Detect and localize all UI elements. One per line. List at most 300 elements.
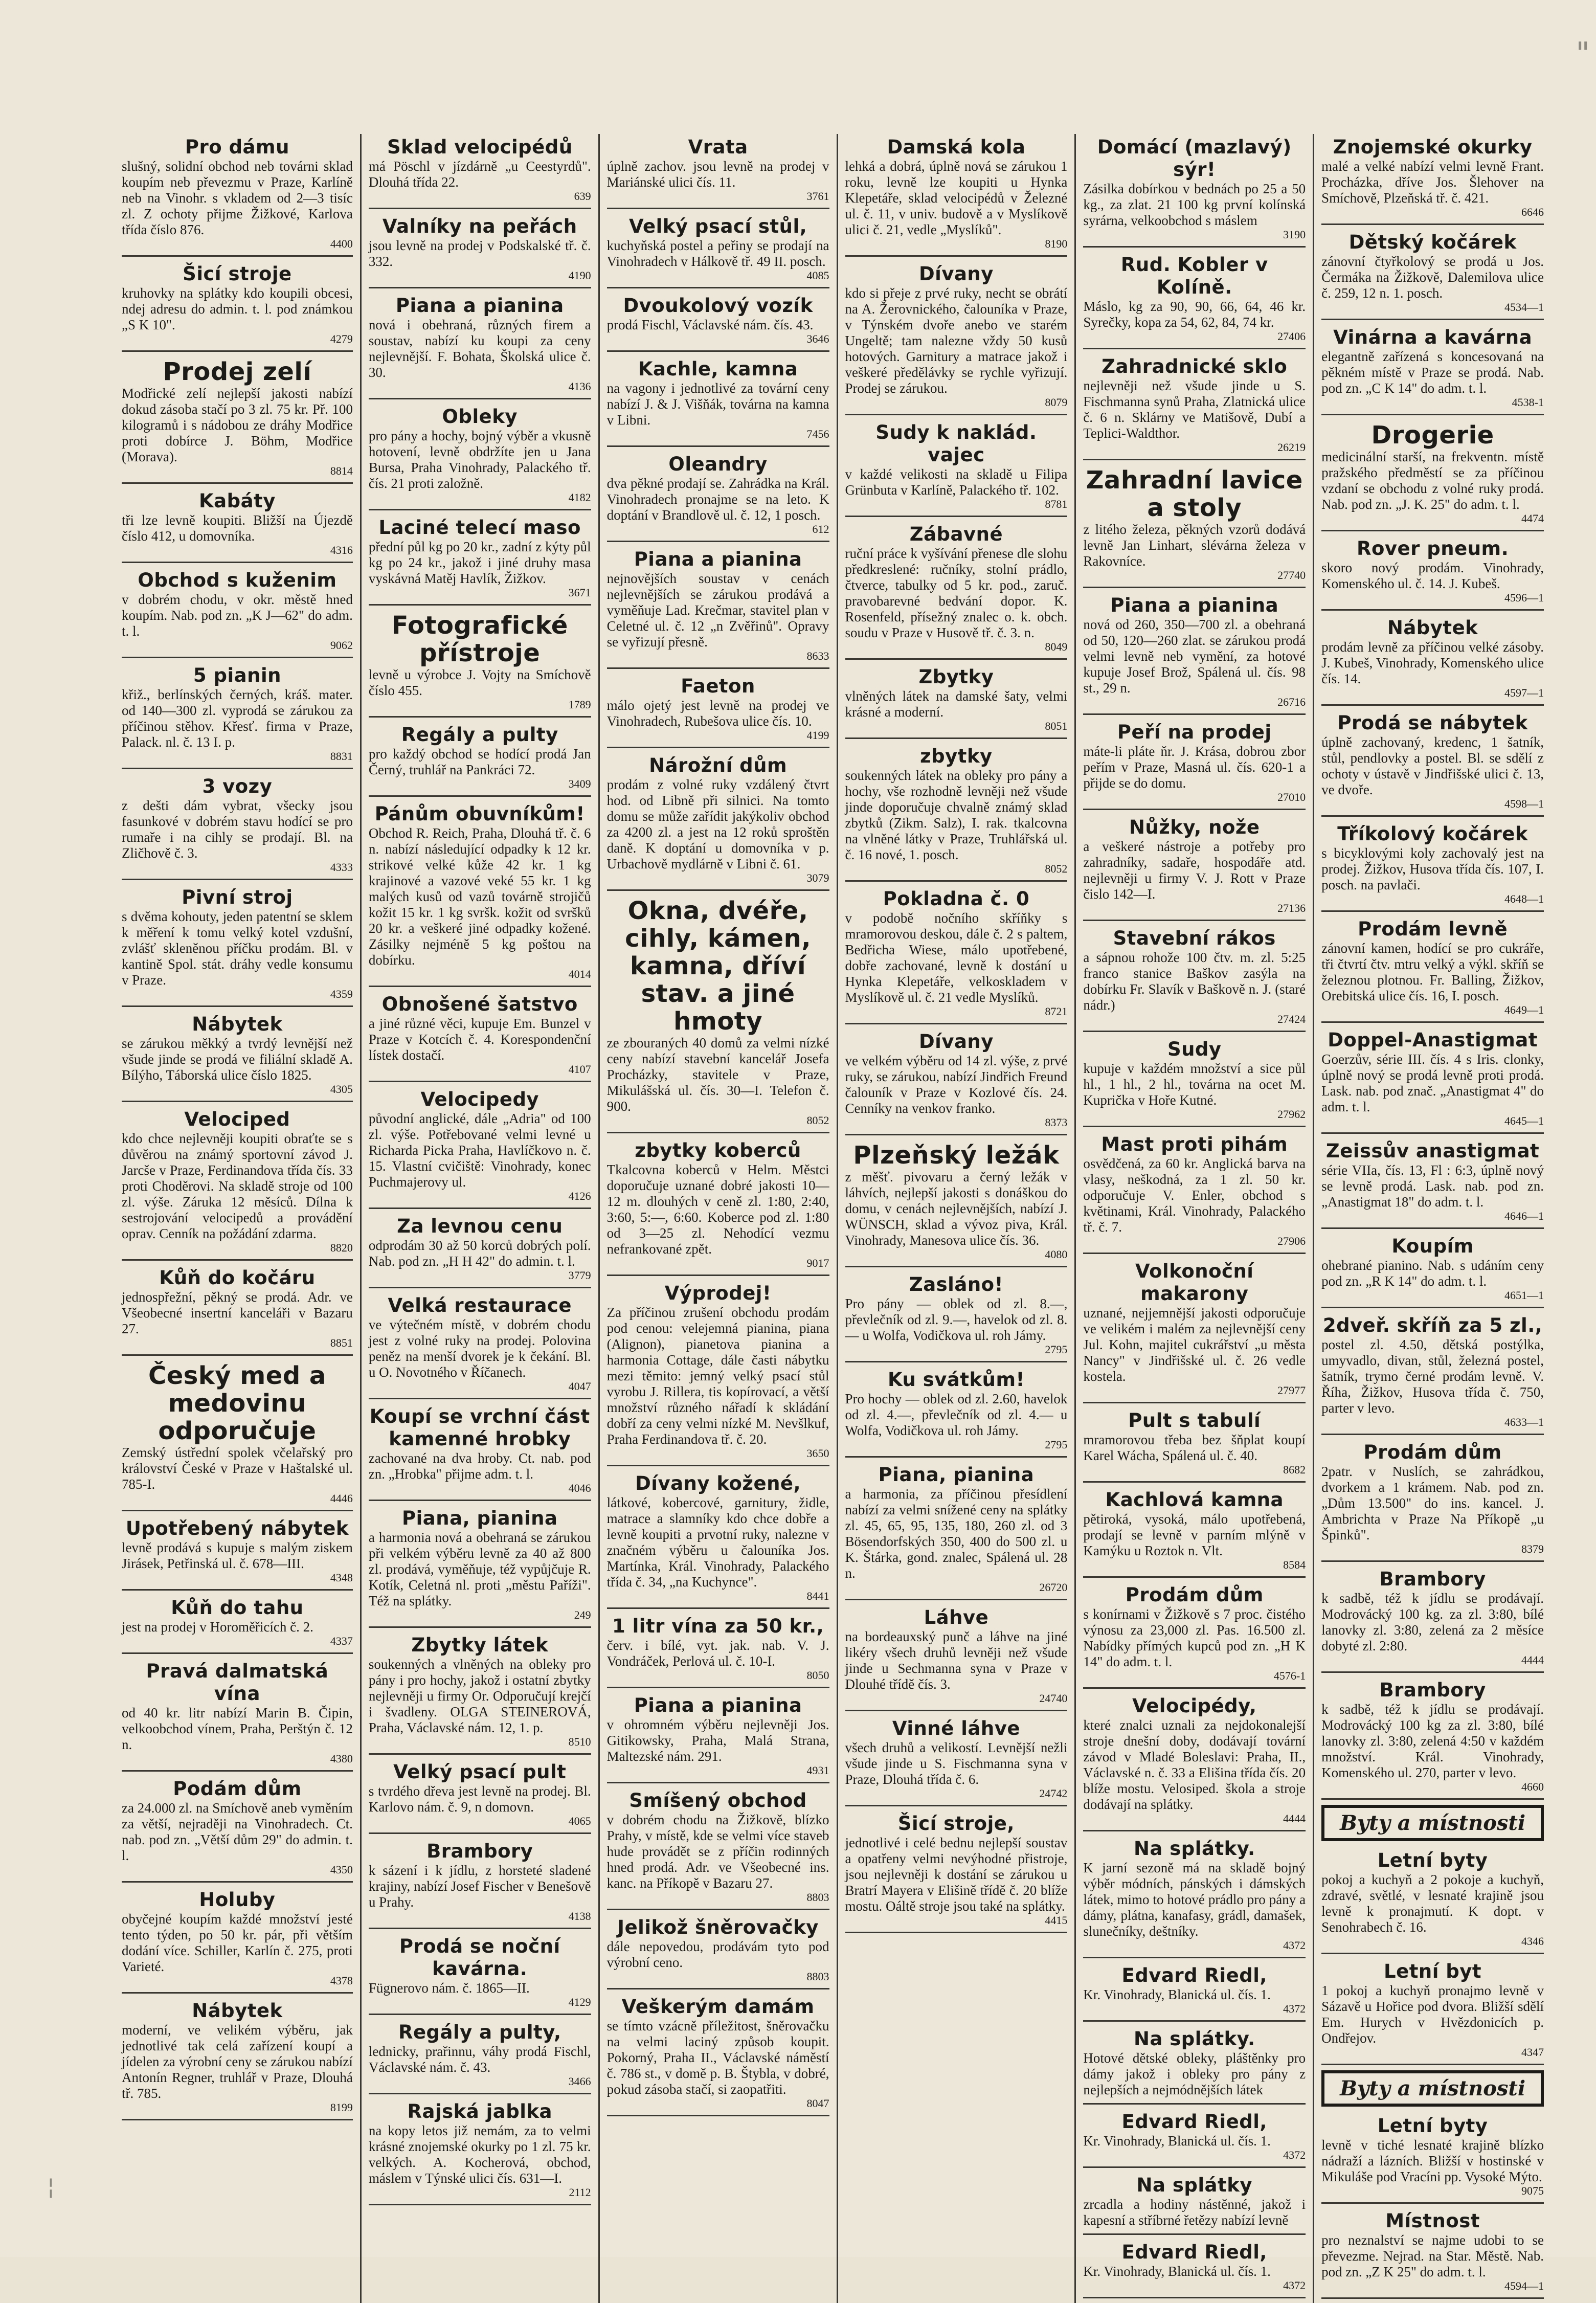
- ad-headline: Sklad velocipédů: [387, 136, 573, 158]
- ad-number: 4047: [568, 1380, 591, 1393]
- ad-headline: Prodám levně: [1358, 918, 1508, 940]
- ad-number: 4594—1: [1504, 2279, 1544, 2292]
- ad-headline: Prodá se nábytek: [1337, 712, 1528, 734]
- ad-headline: Obnošené šatstvo: [381, 993, 578, 1015]
- column-3: [598, 134, 837, 2303]
- ad-headline: Letní byt: [1384, 1960, 1482, 1982]
- ad-text: kruhovky na splátky kdo koupili obcesi, ndej adresu do admin. t. l. pod známkou „S K 10".: [122, 285, 353, 332]
- ad-number: 4372: [1283, 2002, 1306, 2015]
- ad-headline: Dívany kožené,: [635, 1472, 801, 1494]
- classified-ad: [122, 1595, 353, 1654]
- classified-ad: [1083, 1258, 1306, 1403]
- ad-headline: Prodá se noční kavárna.: [399, 1935, 560, 1980]
- ad-text: Pro hochy — oblek od zl. 2.60, havelok od zl. 4.—, převlečník od zl. 4.— u Wolfa, Vodičkova ul. roh Jámy.: [845, 1391, 1068, 1438]
- ad-text: moderní, ve velikém výběru, jak jednotlivé tak celá zařízení koupí a jídelen za výrobní ceny se zárukou nabízí Antonín Regner, truhlář v Praze, Dlouhá tř. 785.: [122, 2022, 353, 2101]
- classified-ad: [1321, 710, 1544, 817]
- ad-text: Kr. Vinohrady, Blanická ul. čís. 1.: [1083, 1987, 1271, 2002]
- ad-number: 3650: [806, 1447, 829, 1460]
- classified-ad: [1083, 1131, 1306, 1254]
- ad-number: 639: [574, 190, 591, 203]
- ad-number: 8510: [568, 1735, 591, 1748]
- ad-number: 4651—1: [1504, 1289, 1544, 1302]
- ad-number: 4660: [1521, 1780, 1544, 1793]
- classified-ad: [607, 1613, 829, 1688]
- ad-number: 4333: [330, 861, 353, 874]
- ad-number: 4444: [1283, 1812, 1306, 1825]
- ad-text: levně prodává s kupuje s malým ziskem Jirásek, Petřinská ul. č. 678—III.: [122, 1540, 353, 1571]
- classified-ad: [1321, 324, 1544, 415]
- ad-headline: Letní byty: [1377, 2115, 1488, 2137]
- classified-ad: [369, 722, 591, 797]
- classified-ad: [1321, 134, 1544, 225]
- ad-number: 612: [812, 523, 829, 535]
- classified-ad: [369, 1759, 591, 1834]
- ad-text: uznané, nejjemnější jakosti odporučuje ve velikém i malém za nejlevnější ceny Jul. Kohn, majitel cukrářství „u města Nancy" v Jindřišské ul. č. 26 vedle kostela.: [1083, 1305, 1306, 1384]
- ad-text: pro neznalství se najme udobi to se převezme. Nejrad. na Star. Městě. Nab. pod zn. „Z K 25" do adm. t. l.: [1321, 2232, 1544, 2279]
- ad-headline: Dívany: [918, 263, 994, 285]
- classified-ad: [1083, 464, 1306, 588]
- ad-headline: Kůň do kočáru: [159, 1267, 316, 1289]
- classified-ad: [122, 488, 353, 563]
- ad-text: levně u výrobce J. Vojty na Smíchově číslo 455.: [368, 667, 591, 698]
- column-1: [122, 134, 360, 2303]
- ad-number: 4633—1: [1504, 1416, 1544, 1428]
- ad-text: zánovní čtyřkolový se prodá u Jos. Čermáka na Žižkově, Dalemilova ulice č. 259, 12 n. 1. posch.: [1321, 254, 1544, 301]
- classified-ad: [1321, 1847, 1544, 1954]
- ad-headline: Piana a pianina: [634, 548, 802, 570]
- classified-ad: [122, 356, 353, 484]
- classified-ad: [1083, 814, 1306, 921]
- ad-headline: 1 litr vína za 50 kr.,: [612, 1615, 824, 1637]
- ad-headline: Upotřebený nábytek: [125, 1517, 349, 1539]
- ad-headline: zbytky koberců: [635, 1139, 801, 1161]
- ad-headline: Místnost: [1385, 2210, 1480, 2232]
- classified-ad: [845, 521, 1068, 660]
- ad-number: 3079: [806, 871, 829, 884]
- ad-text: Máslo, kg za 90, 90, 66, 64, 46 kr. Syrečky, kopa za 54, 62, 84, 74 kr.: [1083, 299, 1306, 330]
- ad-text: K jarní sezoně má na skladě bojný výběr módních, pánských i dámských látek, mimo to hotové prádlo pro pány a dámy, plátna, kanafasy, grádl, damašek, slunečníky, deštníky.: [1083, 1860, 1306, 1939]
- ad-number: 4596—1: [1504, 591, 1544, 604]
- ad-number: 4316: [330, 544, 353, 556]
- ad-headline: Vinárna a kavárna: [1333, 326, 1533, 348]
- ad-text: prodám z volné ruky vzdálený čtvrt hod. od Libně při silnici. Na tomto domu se může zařídit jakýkoliv obchod za 4200 zl. a jest na 12 roků sproštěn daně. K doptání u domovníka v p. Urbachově mydlárně v Libni č. 61.: [606, 777, 829, 871]
- ad-text: v každé velikosti na skladě u Filipa Grünbuta v Karlíně, Palackého tř. 102.: [845, 466, 1068, 498]
- ad-headline: Výprodej!: [664, 1282, 772, 1304]
- classified-ad: [1083, 1836, 1306, 1958]
- ad-number: 27906: [1277, 1235, 1306, 1247]
- ad-number: 3409: [568, 777, 591, 790]
- ad-number: 8441: [806, 1590, 829, 1602]
- ad-headline: Edvard Riedl,: [1121, 2111, 1267, 2133]
- ad-number: 8851: [330, 1336, 353, 1349]
- ad-text: s konírnami v Žižkově s 7 proc. čistého výnosu za 23,000 zl. Pas. 16.500 zl. Nabídky přímých kupců pod zn. „H K 14" do adm. t. l.: [1083, 1606, 1306, 1669]
- classified-ad: [122, 1658, 353, 1772]
- column-5: [1074, 134, 1313, 2303]
- classified-ad: [122, 662, 353, 769]
- ad-number: 27424: [1277, 1013, 1306, 1025]
- classified-ad: [1083, 2109, 1306, 2168]
- ad-text: zachované na dva hroby. Ct. nab. pod zn. „Hrobka" přijme adm. t. l.: [368, 1450, 591, 1482]
- ad-text: tři lze levně koupiti. Bližší na Újezdě číslo 412, u domovníka.: [122, 512, 353, 544]
- ad-number: 8052: [1045, 862, 1068, 875]
- ad-text: v ohromném výběru nejlevněji Jos. Gitikowsky, Praha, Malá Strana, Maltezské nám. 291.: [606, 1717, 829, 1764]
- ad-text: úplně zachov. jsou levně na prodej v Mariánské ulici čís. 11.: [606, 159, 829, 190]
- ad-text: série VIIa, čís. 13, Fl : 6:3, úplně nový se levně prodá. Lask. nab. pod zn. „Anastigmat 18" do adm. t. l.: [1321, 1162, 1544, 1210]
- ad-number: 1789: [568, 698, 591, 711]
- classified-ad: [369, 1403, 591, 1501]
- ad-text: prodá Fischl, Václavské nám. čís. 43.: [606, 317, 814, 332]
- ad-text: a harmonia, za příčinou přesídlení nabízí za velmi snížené ceny na splátky zl. 45, 65, 95, 135, 180, 260 zl. od 3 Bösendorfských 350, 400 do 500 zl. u K. Štárka, gond. znalec, Spálená ul. 28 n.: [845, 1486, 1068, 1581]
- ad-text: nejlevněji než všude jinde u S. Fischmanna synů Praha, Zlatnická ulice č. 6 n. Sklárny ve Matišově, Dubí a Teplici-Waldthor.: [1083, 378, 1306, 441]
- classified-ad: [1321, 615, 1544, 706]
- ad-text: slušný, solidní obchod neb továrni sklad koupím neb převezmu v Praze, Karlíně neb na Vinohr. s vkladem od 2—3 tisíc zl. Z ochoty přijme Žižkové, Karlova třída číslo 876.: [122, 159, 353, 237]
- classified-ad: [845, 419, 1068, 517]
- classified-ad: [1083, 925, 1306, 1032]
- classified-ad: [1321, 821, 1544, 912]
- ad-text: ohebrané pianino. Nab. s udáním ceny pod zn. „R K 14" do adm. t. l.: [1321, 1258, 1544, 1289]
- ad-text: z litého železa, pěkných vzorů dodává levně Jan Linhart, slévárna železa v Rakovníce.: [1083, 522, 1306, 569]
- ad-text: na kopy letos již nemám, za to velmi krásné znojemské okurky po 1 zl. 75 kr. velkých. A. Kocherová, obchod, máslem v Týnské ulici čís. 631—I.: [368, 2123, 591, 2186]
- ad-text: Obchod R. Reich, Praha, Dlouhá tř. č. 6 n. nabízí následující odpadky k 12 kr. strikové velké kůže 42 kr. 1 kg krajinové a vazové veké 55 kr. 1 kg malých kusů od vazů továrně strojičů kožit 15 kr. 1 kg svršk. kožit od svršků 20 kr. a veškeré jiné odpadky kožené. Zásilky nejméně 5 kg poštou na dobírku.: [368, 825, 591, 968]
- ad-text: kupuje v každém množství a sice půl hl., 1 hl., 2 hl., továrna na ocet M. Kuprička v Hoře Kutné.: [1083, 1061, 1306, 1108]
- classified-ad: [607, 134, 829, 209]
- ad-number: 4648—1: [1504, 892, 1544, 905]
- classified-ad: [1321, 2113, 1544, 2204]
- ad-headline: Rud. Kobler v Kolíně.: [1120, 254, 1268, 298]
- ad-headline: Obleky: [442, 406, 518, 428]
- classified-ad: [1321, 1677, 1544, 1800]
- ad-text: kdo si přeje z prvé ruky, necht se obrátí na A. Žerovnického, čalouníka v Praze, v Týnském dvoře anebo ve starém Ungeltě; tam nalezne vždy 50 kusů hotových. Garnitury a matrace jakož i veškeré předělávky se rychle vyřizují. Prodej se zárukou.: [845, 285, 1068, 396]
- ad-headline: Podám dům: [173, 1778, 302, 1800]
- ad-headline: Vrata: [688, 136, 748, 158]
- classified-ad: [122, 1011, 353, 1102]
- ad-headline: Zábavné: [909, 523, 1003, 545]
- ad-headline: Velocipedy: [420, 1088, 540, 1110]
- classified-ad: [607, 451, 829, 542]
- classified-ad: [122, 134, 353, 257]
- ad-number: 4107: [568, 1063, 591, 1076]
- ad-number: 3779: [568, 1269, 591, 1282]
- classified-ad: [1321, 1566, 1544, 1673]
- classified-ad: [369, 991, 591, 1082]
- classified-ad: [607, 1692, 829, 1783]
- ad-headline: 3 vozy: [202, 775, 273, 797]
- ad-number: 27962: [1277, 1108, 1306, 1121]
- column-6: [1313, 134, 1551, 2303]
- ad-number: 6646: [1521, 206, 1544, 218]
- ad-headline: Velociped: [184, 1108, 290, 1130]
- ad-headline: Holuby: [199, 1889, 276, 1911]
- ad-number: 4646—1: [1504, 1210, 1544, 1222]
- ad-headline: Velký psací stůl,: [628, 215, 807, 237]
- ad-number: 27406: [1277, 330, 1306, 343]
- ad-number: 4046: [568, 1482, 591, 1494]
- ad-text: a jiné různé věci, kupuje Em. Bunzel v Praze v Kotcích č. 4. Korespondenční lístek dostačí.: [368, 1016, 591, 1063]
- ad-text: Kr. Vinohrady, Blanická ul. čís. 1.: [1083, 2264, 1271, 2279]
- classified-ad: [369, 515, 591, 606]
- ad-headline: Domácí (mazlavý) sýr!: [1097, 136, 1292, 181]
- ad-text: mramorovou třeba bez šňplat koupí Karel Wácha, Spálená ul. č. 40.: [1083, 1432, 1306, 1463]
- classified-columns: [122, 134, 1551, 2292]
- classified-ad: [845, 1462, 1068, 1600]
- column-2: [360, 134, 598, 2303]
- ad-headline: Tříkolový kočárek: [1337, 823, 1528, 845]
- ad-text: ruční práce k vyšívání přenese dle slohu předkreslené: ručníky, stolní prádlo, čtverce, tabulky od 5 kr. pod., zaruč. pravobarevné bedvání dopor. K. Rosenfeld, přísežný znalec o. k. obch. soudu v Praze v Husově tř. č. 3. n.: [845, 546, 1068, 640]
- ad-text: a sápnou rohože 100 čtv. m. zl. 5:25 franco stanice Baškov zasýla na dobírku Fr. Slavík v Baškově n. J. (staré nádr.): [1083, 950, 1306, 1013]
- classified-ad: [369, 801, 591, 987]
- ad-text: pro pány a hochy, bojný výběr a vkusně hotovení, levně obdržíte jen u Jana Bursa, Praha Vinohrady, Palackého tř. čís. 21 proti založně.: [368, 428, 591, 491]
- classified-ad: [1321, 1027, 1544, 1134]
- ad-headline: Letní byty: [1377, 1849, 1488, 1871]
- classified-ad: [122, 1887, 353, 1994]
- ad-text: 1 pokoj a kuchyň pronajmo levně v Sázavě u Hořice pod dvora. Bližší sdělí Em. Hurych v Hvězdonicích p. Ondřejov.: [1321, 1983, 1544, 2046]
- ad-text: kdo chce nejlevněji koupiti obraťte se s důvěrou na známý sportovní závod J. Jarcše v Praze, Ferdinandova třída čís. 33 proti Choděrovi. Na skladě stroje od 100 zl. výše. Záruka 12 měsíců. Dílna k sestrojování velocipedů a provádění oprav. Cenník na požádání zdarma.: [122, 1131, 353, 1241]
- ad-number: 249: [574, 1608, 591, 1621]
- ad-text: pětiroká, vysoká, málo upotřebená, prodají se levně v parním mlýně v Kamýku u Roztok n. Vlt.: [1083, 1511, 1306, 1558]
- ad-number: 4065: [568, 1815, 591, 1827]
- ad-headline: Zeissův anastigmat: [1325, 1140, 1540, 1162]
- ad-headline: Nárožní dům: [649, 754, 788, 776]
- ad-headline: Zbytky: [918, 666, 994, 688]
- classified-ad: [845, 743, 1068, 882]
- ad-text: pokoj a kuchyň a 2 pokoje a kuchyň, zdravé, světlé, v lesnaté krajině jsou levně k pronajmutí. K dopt. v Senohrabech č. 16.: [1321, 1872, 1544, 1935]
- ad-number: 8682: [1283, 1463, 1306, 1476]
- ad-headline: Pravá dalmatská vína: [146, 1660, 329, 1705]
- classified-ad: [369, 293, 591, 399]
- ad-text: máte-li pláte ňr. J. Krása, dobrou zbor peřím v Praze, Masná ul. čís. 620-1 a přijde se do domu.: [1083, 744, 1306, 791]
- ad-text: a harmonia nová a obehraná se zárukou při velkém výběru levně za 40 až 800 zl. prodává, vyměňuje, též vypůjčuje R. Kotík, Celetná nl. proti „městu Paříži". Též na splátky.: [368, 1530, 591, 1608]
- classified-ad: [1321, 1233, 1544, 1308]
- ad-text: přední půl kg po 20 kr., zadní z kýty půl kg po 24 kr., jakož i jiné druhy masa vyskávná Matěj Havlík, Žižkov.: [368, 539, 591, 586]
- ad-headline: Za levnou cenu: [397, 1215, 563, 1237]
- ad-number: 8803: [806, 1891, 829, 1904]
- ad-headline: 5 pianin: [193, 664, 281, 686]
- ad-headline: Nůžky, nože: [1129, 816, 1260, 838]
- ad-number: 8373: [1045, 1116, 1068, 1129]
- ad-text: prodám levně za příčinou velké zásoby. J. Kubeš, Vinohrady, Komenského ulice čís. 14.: [1321, 639, 1544, 686]
- classified-ad: [1321, 916, 1544, 1023]
- ad-number: 4136: [568, 380, 591, 393]
- ad-text: křiž., berlínských černých, kráš. mater. od 140—300 zl. vyprodá se zárukou za příčinou stěhov. Křesť. firma v Praze, Palack. nl. č. 13 I. p.: [122, 687, 353, 750]
- ad-text: kuchyňská postel a peřiny se prodají na Vinohradech v Hálkově tř. 49 II. posch.: [606, 238, 829, 269]
- ad-text: obyčejné koupím každé množství jesté tento týden, po 50 kr. pár, při větším dodání více. Schiller, Karlín č. 275, proti Varieté.: [122, 1911, 353, 1974]
- ad-headline: Stavební rákos: [1113, 927, 1276, 949]
- ad-text: původní anglické, dále „Adria" od 100 zl. výše. Potřebované velmi levné u Richarda Picka Praha, Havlíčkovo n. č. 15. Vlastní cvičiště: Vinohrady, konec Puchmajerovy ul.: [368, 1111, 591, 1190]
- ad-headline: Prodej zelí: [163, 357, 312, 386]
- ad-number: 9075: [1521, 2184, 1544, 2197]
- ad-text: soukenných a vlněných na obleky pro pány i pro hochy, jakož i ostatní zbytky nejlevněji u firmy Or. Odporučují krejčí i švadleny. OLGA STEINEROVÁ, Praha, Václavské nám. 12, 1. p.: [368, 1657, 591, 1735]
- ad-headline: Dětský kočárek: [1348, 231, 1517, 253]
- ad-headline: Znojemské okurky: [1333, 136, 1533, 158]
- ad-headline: Zahradnické sklo: [1102, 355, 1288, 377]
- ad-number: 8633: [806, 650, 829, 662]
- ad-text: všech druhů a velikostí. Levnější nežli všude jinde u S. Fischmanna syna v Praze, Dlouhá třída č. 6.: [845, 1740, 1068, 1787]
- classified-ad: [607, 1470, 829, 1609]
- classified-ad: [369, 2098, 591, 2205]
- ad-headline: Prodám dům: [1363, 1441, 1502, 1463]
- classified-ad: [845, 886, 1068, 1024]
- ad-text: lehká a dobrá, úplně nová se zárukou 1 roku, levně lze koupiti u Hynka Klepetáře, sklad velocipédů v Železné ul. č. 11, v univ. budově a v Myslíkově ulici č. 21, vedle „Myslíků".: [845, 159, 1068, 237]
- ad-number: 8721: [1045, 1005, 1068, 1018]
- ad-number: 8831: [330, 750, 353, 763]
- classified-ad: [1321, 1439, 1544, 1562]
- ad-number: 4085: [806, 269, 829, 282]
- ad-text: odprodám 30 až 50 korců dobrých polí. Nab. pod zn. „H H 42" do admin. t. l.: [368, 1238, 591, 1269]
- ad-headline: Plzeňský ležák: [853, 1141, 1060, 1170]
- ad-number: 4346: [1521, 1935, 1544, 1948]
- ad-headline: Fotografické přístroje: [391, 611, 568, 667]
- ad-number: 3761: [806, 190, 829, 203]
- classified-ad: [1083, 134, 1306, 248]
- classified-ad: [122, 773, 353, 880]
- ad-number: 4372: [1283, 2149, 1306, 2161]
- ad-number: 9017: [806, 1257, 829, 1269]
- ad-headline: Brambory: [1379, 1679, 1486, 1701]
- classified-ad: [1083, 1962, 1306, 2022]
- ad-text: Hotové dětské obleky, pláštěnky pro dámy jakož i obleky pro pány z nejlepších a nejmódnějších látek: [1083, 2050, 1306, 2097]
- ad-text: medicinální starší, na frekventn. místě pražského předměstí se za příčinou vzdaní se obchodu z volné ruky prodá. Nab. pod zn. „J. K. 25" do adm. t. l.: [1321, 449, 1544, 512]
- ad-number: 8584: [1283, 1558, 1306, 1571]
- classified-ad: [1083, 719, 1306, 810]
- ad-number: 4372: [1283, 2279, 1306, 2292]
- ad-headline: Smíšený obchod: [629, 1790, 807, 1812]
- ad-number: 4305: [330, 1083, 353, 1095]
- classified-ad: [845, 1139, 1068, 1267]
- ad-text: zánovní kamen, hodící se pro cukráře, tři čtvrtí čtv. mtru velký a výkl. skříň se železnou plotnou. Fr. Balling, Žižkov, Orebitská ulice čís. 16, I. posch.: [1321, 941, 1544, 1003]
- classified-ad: [1321, 1138, 1544, 1229]
- ad-text: vlněných látek na damské šaty, velmi krásné a moderní.: [845, 688, 1068, 720]
- classified-ad: [607, 293, 829, 352]
- ad-headline: Pro dámu: [185, 136, 289, 158]
- classified-ad: [369, 2019, 591, 2094]
- ad-text: na bordeauxský punč a láhve na jiné likéry všech druhů levněji než všude jinde u Sechmanna syna v Praze v Dlouhé třídě čís. 3.: [845, 1629, 1068, 1692]
- ad-text: v dobrém chodu, v okr. městě hned koupím. Nab. pod zn. „K J—62" do adm. t. l.: [122, 592, 353, 639]
- ad-text: postel zl. 4.50, dětská postýlka, umyvadlo, divan, stůl, železná postel, šatník, trymo černé prodám levně. V. Říha, Žižkov, Husova třída č. 750, parter v levo.: [1321, 1337, 1544, 1416]
- ad-number: 2795: [1045, 1343, 1068, 1356]
- ad-text: levně v tiché lesnaté krajině blízko nádraží a lázních. Bližší v hostinské v Mikuláše pod Vracíni pp. Vysoké Mýto.: [1321, 2137, 1544, 2184]
- ad-headline: Šicí stroje: [183, 263, 292, 285]
- ad-headline: Zasláno!: [909, 1273, 1003, 1295]
- ad-headline: Doppel-Anastigmat: [1328, 1029, 1538, 1051]
- ad-headline: Laciné telecí maso: [378, 517, 581, 539]
- ad-text: nová i obehraná, různých firem a soustav, nabízí ku koupi za ceny nejlevnější. F. Bohata, Školská ulice č. 30.: [368, 317, 591, 380]
- ad-headline: Mast proti pihám: [1101, 1133, 1288, 1155]
- ad-text: zrcadla a hodiny nástěnné, jakož i kapesní a stříbrné řetězy nabízí levně: [1083, 2197, 1306, 2228]
- ad-headline: Na splátky.: [1133, 2028, 1255, 2050]
- ad-number: 8803: [806, 1970, 829, 1983]
- ad-headline: Piana a pianina: [634, 1694, 802, 1716]
- ad-text: ze zbouraných 40 domů za velmi nízké ceny nabízí stavební kancelář Josefa Procházky, stavitele v Praze, Mikulášská ul. čís. 30—I. Telefon č. 900.: [606, 1035, 829, 1114]
- ad-text: od 40 kr. litr nabízí Marin B. Čipin, velkoobchod vínem, Praha, Perštýn č. 12 n.: [122, 1705, 353, 1752]
- ad-number: 8814: [330, 464, 353, 477]
- ad-headline: Rajská jablka: [407, 2100, 552, 2122]
- ad-number: 2112: [569, 2186, 591, 2199]
- ad-number: 4534—1: [1504, 301, 1544, 314]
- ad-text: Zemský ústřední spolek včelařský pro království České v Praze v Haštalské ul. 785-I.: [122, 1445, 353, 1492]
- ad-number: 4444: [1521, 1653, 1544, 1666]
- ad-number: 26219: [1277, 441, 1306, 454]
- ad-headline: Na splátky: [1136, 2174, 1252, 2196]
- ad-headline: Pokladna č. 0: [883, 888, 1030, 910]
- ad-headline: Brambory: [1379, 1568, 1486, 1590]
- ad-number: 27977: [1277, 1384, 1306, 1397]
- ad-headline: Jelikož šněrovačky: [617, 1916, 819, 1938]
- ad-headline: Peří na prodej: [1117, 721, 1272, 743]
- ad-headline: Nábytek: [1387, 617, 1478, 639]
- classified-ad: [369, 1838, 591, 1929]
- ad-headline: Velká restaurace: [388, 1294, 572, 1316]
- ad-number: 4446: [330, 1492, 353, 1505]
- ad-number: 4337: [330, 1635, 353, 1647]
- ad-number: 4347: [1521, 2046, 1544, 2059]
- classified-ad: [607, 213, 829, 288]
- ad-number: 8199: [330, 2101, 353, 2114]
- ad-headline: zbytky: [920, 745, 993, 767]
- ad-text: se tímto vzácně příležitost, šněrovačku na velmi laciný způsob koupit. Pokorný, Praha II., Václavské náměstí č. 786 st., v domě p. B. Štybla, v dobré, pokud zásoba stačí, si zaopatřiti.: [606, 2018, 829, 2097]
- classified-ad: [122, 1106, 353, 1261]
- ad-headline: Koupí se vrchní část kamenné hrobky: [369, 1405, 590, 1450]
- ad-text: osvědčená, za 60 kr. Anglická barva na vlasy, neškodná, za 1 zl. 50 kr. odporučuje V. Enler, obchod s květinami, Král. Vinohrady, Palackého tř. č. 7.: [1083, 1156, 1306, 1235]
- ad-headline: Český med a medovinu odporučuje: [148, 1361, 326, 1445]
- classified-ad: [845, 1810, 1068, 1933]
- ad-text: jednotlivé i celé bednu nejlepší soustav a opatřeny velmi nevýhodné přistroje, jsou nejlevněji k dostání se zárukou u Bratrí Mayera v Elišině třídě č. 20 blíže mostu. Oáltě stroje jsou také na splátky.: [845, 1835, 1068, 1914]
- ad-headline: Regály a pulty,: [398, 2021, 561, 2043]
- ad-number: 3671: [568, 586, 591, 599]
- ad-text: Modřické zelí nejlepší jakosti nabízí dokud zásoba stačí po 3 zl. 75 kr. Př. 100 kilogramů i s nádobou ze dráhy Modřice proti dobírce J. Böhm, Modřice (Morava).: [122, 386, 353, 464]
- ad-text: v dobrém chodu na Žižkově, blízko Prahy, v místě, kde se velmi více staveb hude provádět se z příčin rodinných hned prodá. Adr. ve Všeobecné ins. kanc. na Příkopě v Bazaru 27.: [606, 1812, 829, 1891]
- ad-number: 8079: [1045, 396, 1068, 409]
- ad-headline: Faeton: [681, 675, 755, 697]
- ad-headline: Damská kola: [887, 136, 1026, 158]
- ad-text: úplně zachovaný, kredenc, 1 šatník, stůl, pendlovky a postel. Bl. se sdělí z ochoty v ústavě v Jindřišské ulici č. 13, ve dvoře.: [1321, 734, 1544, 797]
- ad-headline: Piana a pianina: [1110, 594, 1279, 616]
- ad-number: 27136: [1277, 902, 1306, 914]
- ad-number: 24740: [1039, 1692, 1068, 1705]
- classified-ad: [122, 1265, 353, 1356]
- ad-headline: Pivní stroj: [182, 886, 293, 908]
- ad-headline: Drogerie: [1371, 421, 1494, 450]
- ad-text: k sadbě, též k jídlu se prodávají. Modrovácký 100 kg. za zl. 3:80, bílé lanovky zl. 3:80, zelená za 2 měsíce dobyté zl. 2:80.: [1321, 1591, 1544, 1653]
- classified-ad: [122, 884, 353, 1007]
- ad-text: Pro pány — oblek od zl. 8.—, převlečník od zl. 9.—, havelok od zl. 8.— u Wolfa, Vodičkova ul. roh Jámy.: [845, 1296, 1068, 1343]
- ad-headline: Nábytek: [192, 2000, 283, 2022]
- ad-number: 27010: [1277, 791, 1306, 803]
- classified-ad: [845, 1271, 1068, 1362]
- ad-number: 4538-1: [1512, 396, 1544, 409]
- ad-text: nejnovějších soustav v cenách nejlevnějších se zárukou prodává a vyměňuje Lad. Krečmar, stavitel plan v Celetné ul. č. 12 „n Zvěřinů". Opravy se vyřizují přesně.: [606, 571, 829, 650]
- ad-headline: Piana a pianina: [395, 295, 564, 317]
- ad-number: 4380: [330, 1752, 353, 1765]
- ad-text: skoro nový prodám. Vinohrady, Komenského ul. č. 14. J. Kubeš.: [1321, 560, 1544, 591]
- ad-number: 4190: [568, 269, 591, 282]
- ad-number: 4649—1: [1504, 1003, 1544, 1016]
- classified-ad: [122, 567, 353, 658]
- ad-number: 4138: [568, 1910, 591, 1922]
- ad-text: jsou levně na prodej v Podskalské tř. č. 332.: [368, 238, 591, 269]
- ad-headline: Dvoukolový vozík: [623, 295, 813, 317]
- ad-text: lednicky, prařinnu, váhy prodá Fischl, Václavské nám. č. 43.: [368, 2044, 591, 2075]
- classified-ad: [369, 1933, 591, 2015]
- ad-text: se zárukou měkký a tvrdý levnější než všude jinde se prodá ve filiální skladě A. Bílýho, Táborská ulice číslo 1825.: [122, 1036, 353, 1083]
- classified-ad: [607, 752, 829, 891]
- ad-headline: Rover pneum.: [1357, 538, 1509, 560]
- ad-text: k sadbě, též k jídlu se prodávají. Modrovácký 100 kg za zl. 3:80, bílé lanovky zl. 3:80, zelená 4:50 v každém množství. Král. Vinohrady, Komenského ul. 270, parter v levo.: [1321, 1702, 1544, 1780]
- classified-ad: [369, 1213, 591, 1288]
- ad-number: 4576-1: [1273, 1669, 1306, 1682]
- classified-ad: [845, 1367, 1068, 1458]
- ad-headline: Prodám dům: [1125, 1584, 1264, 1606]
- ad-number: 8379: [1521, 1542, 1544, 1555]
